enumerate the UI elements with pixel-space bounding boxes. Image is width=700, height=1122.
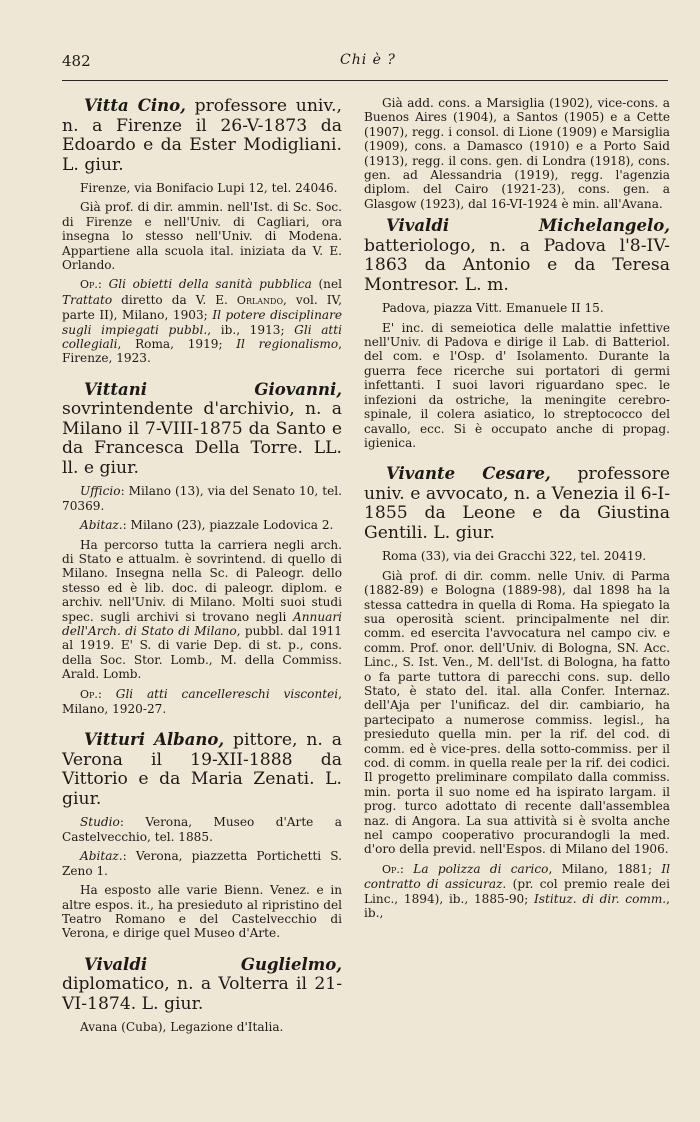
entry-name: Vitturi Albano, (84, 730, 225, 750)
entry-intro: batteriologo, n. a Padova l'8-IV-1863 da Antonio e da Teresa Montresor. L. m. (364, 235, 670, 295)
biography-entry (364, 464, 670, 920)
biography-entry (364, 216, 670, 450)
page-header (62, 48, 700, 78)
entry-heading (62, 730, 342, 809)
page-number: 482 (62, 52, 91, 70)
entry-name: Vittani Giovanni, (84, 379, 342, 399)
right-column-entries (364, 216, 670, 920)
entry-intro: sovrintendente d'archivio, n. a Milano il 7-VIII-1875 da Santo e da Francesca Della Torre. LL. ll. e giur. (62, 399, 342, 478)
entry-name: Vivante Cesare, (386, 464, 551, 484)
entry-paragraph: Già prof. di dir. comm. nelle Univ. di Parma (1882-89) e Bologna (1889-98), dal 1898 ha la stessa cattedra in quella di Roma. Ha spiegato la sua operosità scient. principalmente nel dir. comm. ed esercita l'avvocatura nel campo civ. e comm. Prof. onor. dell'Univ. di Bologna, SN. Acc. Linc., S. Ist. Ven., M. dell'Ist. di Bologna, ha fatto o fa parte tuttora di parecchi cons. sup. dello Stato, è stato del. ital. alla Confer. Internaz. dell'Aja per l'unificaz. del dir. cambiario, ha partecipato a numerose commiss. legisl., ha presieduto quella min. per la rif. del cod. di comm. ed è vice-pres. della sotto-commiss. per il cod. di comm. in quella reale per la rif. dei codici. Il progetto preliminare compilato dalla commiss. min. porta il suo nome ed ha ispirato largam. il prog. turco adottato di recente dall'assemblea naz. di Angora. La sua attività si è svolta anche nel campo cooperativo procurandogli la med. d'oro della previd. nell'Espos. di Milano del 1906. (364, 568, 670, 857)
biography-entry (62, 955, 342, 1035)
entry-paragraph: Abitaz.: Milano (23), piazzale Lodovica 2. (80, 518, 334, 533)
entry-name: Vivaldi Michelangelo, (386, 216, 670, 236)
running-title: Chi è ? (340, 52, 396, 68)
right-column (364, 96, 670, 934)
biography-entry (62, 96, 342, 366)
entry-name: Vivaldi Guglielmo, (84, 954, 342, 974)
entry-heading (62, 96, 342, 175)
entry-paragraph: Firenze, via Bonifacio Lupi 12, tel. 24046. (80, 181, 338, 195)
entry-paragraph: Op.: Gli atti cancellereschi viscontei, Milano, 1920-27. (62, 686, 342, 717)
header-rule (62, 80, 668, 81)
entry-paragraph: Ufficio: Milano (13), via del Senato 10, tel. 70369. (62, 484, 342, 513)
left-column (62, 96, 342, 1049)
entry-paragraph: Avana (Cuba), Legazione d'Italia. (80, 1020, 284, 1035)
entry-paragraph: Op.: La polizza di carico, Milano, 1881; Il contratto di assicuraz. (pr. col premio reale dei Linc., 1894), ib., 1885-90; Istituz. di dir. comm., ib., (364, 861, 670, 921)
entry-paragraph: Padova, piazza Vitt. Emanuele II 15. (382, 301, 604, 316)
entry-heading (62, 380, 342, 479)
entry-heading (62, 955, 342, 1015)
entry-paragraph: Abitaz.: Verona, piazzetta Portichetti S. Zeno 1. (62, 849, 342, 878)
entry-paragraph: Ha percorso tutta la carriera negli arch. di Stato e attualm. è sovrintend. di quello di Milano. Insegna nella Sc. di Paleogr. dello stesso ed è lib. doc. di paleogr. diplom. e archiv. nell'Univ. di Milano. Molti suoi studi spec. sugli archivi si trovano negli Annuari dell'Arch. di Stato di Milano, pubbl. dal 1911 al 1919. E' S. di varie Dep. di st. p., cons. della Soc. Stor. Lomb., M. della Commiss. Arald. Lomb. (62, 537, 343, 682)
entry-paragraph: Roma (33), via dei Gracchi 322, tel. 20419. (382, 549, 647, 564)
entry-paragraph: Studio: Verona, Museo d'Arte a Castelvecchio, tel. 1885. (62, 815, 342, 844)
biography-entry (62, 730, 342, 940)
entry-name: Vitta Cino, (84, 96, 186, 115)
entry-paragraph: E' inc. di semeiotica delle malattie infettive nell'Univ. di Padova e dirige il Lab. di Batteriol. del com. e l'Osp. d' Isolamento. Durante la guerra fece ricerche sui portatori di germi infettanti. I suoi lavori riguardano spec. le infezioni da ostriche, la meningite cerebro-spinale, il colera asiatico, lo streptococco del cavallo, ecc. Si è occupato anche di propag. igienica. (364, 320, 670, 450)
entry-heading (364, 216, 670, 295)
biography-entry (62, 380, 342, 717)
entry-intro: professore univ. e avvocato, n. a Venezia il 6-I-1855 da Leone e da Giustina Gentili. L. giur. (364, 464, 670, 543)
entry-heading (364, 464, 670, 543)
entry-intro: pittore, n. a Verona il 19-XII-1888 da Vittorio e da Maria Zenati. L. giur. (62, 730, 342, 809)
entry-paragraph: Ha esposto alle varie Bienn. Venez. e in altre espos. it., ha presieduto al ripristino del Teatro Romano e del Castelvecchio di Verona, e dirige quel Museo d'Arte. (62, 883, 342, 941)
entry-paragraph: Già prof. di dir. ammin. nell'Ist. di Sc. Soc. di Firenze e nell'Univ. di Cagliari, ora insegna lo stesso nell'Univ. di Modena. Appartiene alla scuola ital. iniziata da V. E. Orlando. (62, 200, 342, 273)
entry-intro: diplomatico, n. a Volterra il 21-VI-1874. L. giur. (62, 974, 342, 1014)
entry-paragraph: Op.: Gli obietti della sanità pubblica (nel Trattato diretto da V. E. Orlando, vol. IV, parte II), Milano, 1903; Il potere disciplinare sugli impiegati pubbl., ib., 1913; Gli atti collegiali, Roma, 1919; Il regionalismo, Firenze, 1923. (62, 277, 343, 366)
continued-paragraph: Già add. cons. a Marsiglia (1902), vice-cons. a Buenos Aires (1904), a Santos (1905) e a Cette (1907), regg. i consol. di Lione (1909) e Marsiglia (1909), cons. a Damasco (1910) e a Porto Said (1913), regg. il cons. gen. di Londra (1918), cons. gen. ad Alessandria (1919), regg. l'agenzia diplom. del Cairo (1921-23), cons. gen. a Glasgow (1923), dal 16-VI-1924 è min. all'Avana. (364, 96, 670, 211)
entry-intro: professore univ., n. a Firenze il 26-V-1873 da Edoardo e da Ester Modigliani. L. giur. (62, 96, 342, 175)
